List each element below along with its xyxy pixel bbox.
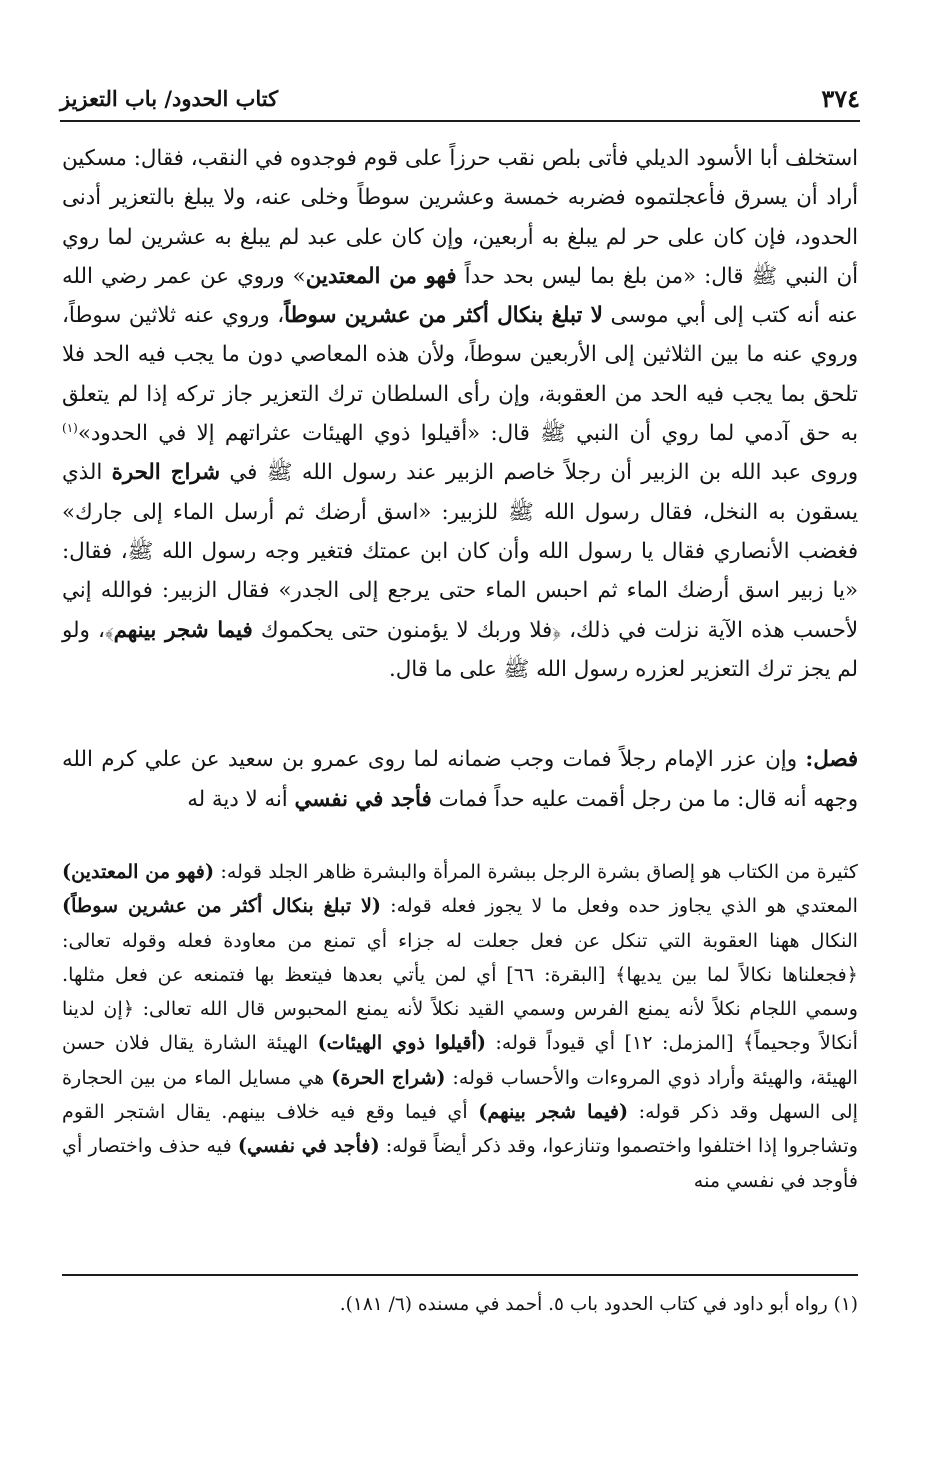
commentary-segment: كثيرة من الكتاب هو إلصاق بشرة الرجل ببشرة المرأة والبشرة ظاهر الجلد قوله: (214, 860, 858, 883)
commentary-segment: أي فيما وقع فيه خلاف بينهم. يقال اشتجر القوم وتشاجروا إذا اختلفوا واختصموا وتنازعوا، وقد ذكر أيضاً قوله: (62, 1100, 858, 1158)
main-text-segment: ، وروي عنه ثلاثين سوطاً، وروي عنه ما بين الثلاثين إلى الأربعين سوطاً، ولأن هذه المعاصي دون ما يجب فيه الحد فلا تلحق بما يجب فيه الحد من العقوبة، وإن رأى السلطان ترك التعزير جاز تركه إذا لم يتعلق به حق آدمي لما روي أن النبي ﷺ قال: «أقيلوا ذوي الهيئات عثراتهم إلا في الحدود» (62, 303, 858, 447)
main-text-segment: » وروي عن عمر رضي الله عنه أنه كتب إلى أبي موسى (62, 263, 858, 329)
commentary-term: (شراج الحرة) (331, 1065, 446, 1089)
footnote-divider (62, 1274, 858, 1276)
bold-phrase: لا تبلغ بنكال أكثر من عشرين سوطاً (284, 303, 603, 329)
commentary-segment: المعتدي هو الذي يجاوز حده وفعل ما لا يجوز فعله قوله: (380, 894, 858, 918)
bold-phrase: فأجد في نفسي (294, 786, 432, 812)
commentary-segment: هي مسايل الماء من بين الحجارة إلى السهل وقد ذكر قوله: (62, 1065, 858, 1124)
commentary-section (62, 855, 858, 1198)
bold-phrase: فهو من المعتدين (305, 263, 457, 289)
main-paragraph (62, 139, 858, 689)
commentary-term: (فأجد في نفسي) (237, 1134, 380, 1158)
page-header (60, 82, 860, 116)
bold-phrase: فيما شجر بينهم (113, 617, 253, 643)
main-text-segment: الذي يسقون به النخل، فقال رسول الله ﷺ للزبير: «اسق أرضك ثم أرسل الماء إلى جارك» فغضب الأنصاري فقال يا رسول الله وأن كان ابن عمتك فتغير وجه رسول الله ﷺ، فقال: «يا زبير اسق أرضك الماء ثم احبس الماء حتى يرجع إلى الجدر» فقال الزبير: فوالله إني لأحسب هذه الآية نزلت في ذلك، ﴿فلا وربك لا يؤمنون حتى يحكموك (62, 460, 858, 643)
footnote-reference: (١) (62, 420, 78, 435)
running-title: كتاب الحدود/ باب التعزيز (60, 86, 279, 111)
commentary-segment: النكال ههنا العقوبة التي تنكل عن فعل جعلت له جزاء أي تمنع من معاودة فعله وقوله تعالى: ﴿فجعلناها نكالاً لما بين يديها﴾ [البقرة: ٦٦] أي لمن يأتي بعدها فيتعظ بها فتمنعه عن فعل مثلها. وسمي اللجام نكلاً لأنه يمنع الفرس وسمي القيد نكلاً لأنه يمنع المحبوس قال الله تعالى: ﴿إن لدينا أنكالاً وجحيماً﴾ [المزمل: ١٢] أي قيوداً قوله: (62, 928, 858, 1055)
page-number: ٣٧٤ (821, 84, 860, 113)
main-text (62, 139, 858, 689)
footnote: (١) رواه أبو داود في كتاب الحدود باب ٥. أحمد في مسنده (٦/ ١٨١). (339, 1294, 858, 1315)
fasl-text-segment: أنه لا دية له (187, 786, 295, 812)
header-divider (60, 120, 860, 122)
commentary-paragraph (62, 855, 858, 1198)
main-text-segment: استخلف أبا الأسود الديلي فأتى بلص نقب حرزاً على قوم فوجدوه في النقب، فقال: مسكين أراد أن يسرق فأعجلتموه فضربه خمسة وعشرين سوطاً وخلى عنه، ولا يبلغ بالتعزير أدنى الحدود، فإن كان على حر لم يبلغ به أربعين، وإن كان على عبد لم يبلغ به عشرين لما روي أن النبي ﷺ قال: «من بلغ بما ليس بحد حداً (62, 146, 858, 289)
fasl-paragraph (62, 740, 858, 819)
main-text-segment: وروى عبد الله بن الزبير أن رجلاً خاصم الزبير عند رسول الله ﷺ في (220, 460, 858, 486)
commentary-term: (فهو من المعتدين) (62, 860, 215, 883)
commentary-term: (لا تبلغ بنكال أكثر من عشرين سوطاً) (62, 894, 381, 918)
main-text-segment: ﴾، ولو لم يجز ترك التعزير لعزره رسول الله ﷺ على ما قال. (62, 617, 858, 682)
commentary-term: (أقيلوا ذوي الهيئات) (317, 1031, 486, 1055)
section-label: فصل: (805, 747, 858, 772)
commentary-segment: فيه حذف واختصار أي فأوجد في نفسي منه (62, 1134, 858, 1192)
bold-phrase: شراج الحرة (111, 460, 221, 486)
commentary-segment: الهيئة الشارة يقال فلان حسن الهيئة، والهيئة وأراد ذوي المروءات والأحساب قوله: (62, 1031, 858, 1089)
commentary-term: (فيما شجر بينهم) (478, 1100, 629, 1124)
fasl-text-segment: وإن عزر الإمام رجلاً فمات وجب ضمانه لما روى عمرو بن سعيد عن علي كرم الله وجهه أنه قال: ما من رجل أقمت عليه حداً فمات (62, 747, 858, 812)
fasl-section (62, 740, 858, 819)
